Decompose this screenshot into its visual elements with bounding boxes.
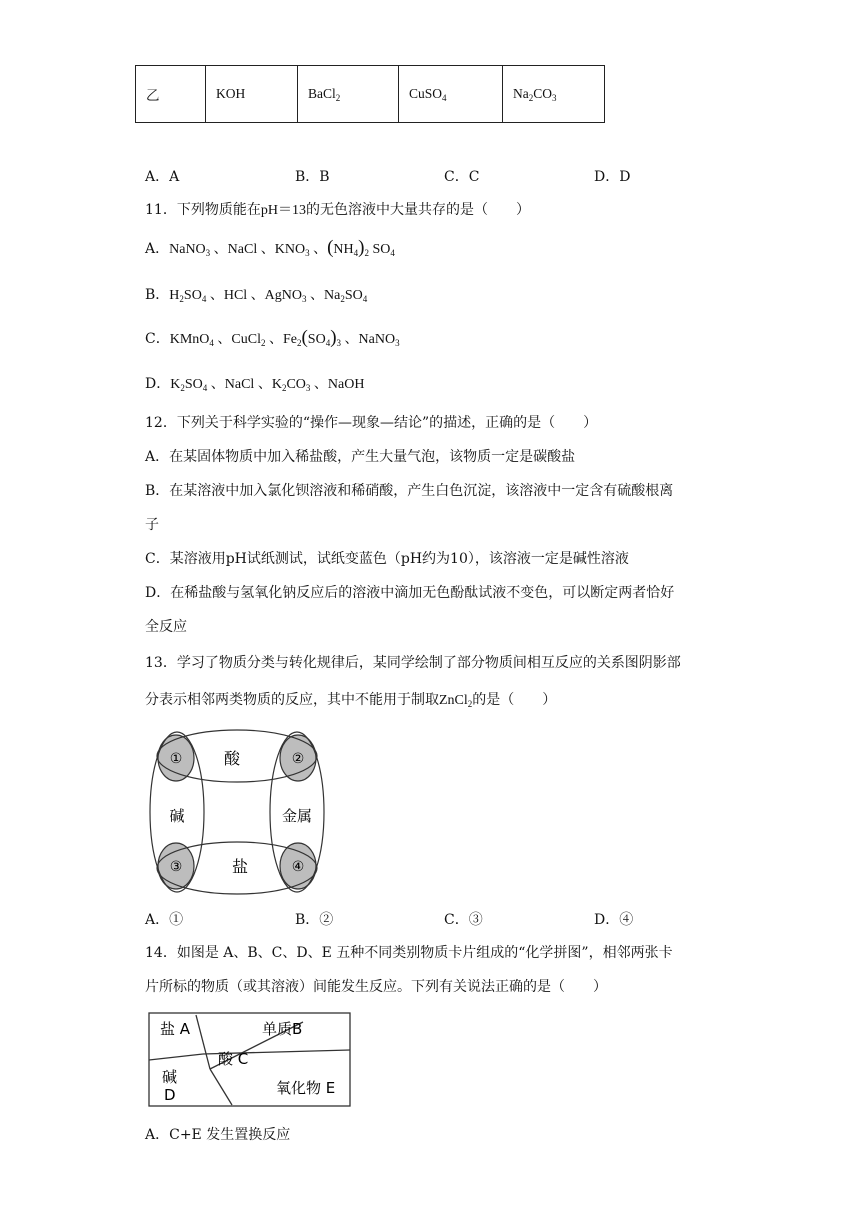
label-acid: 酸	[223, 749, 241, 768]
q13-option-a: A．①	[145, 912, 184, 928]
q12-stem: 12．下列关于科学实验的“操作—现象—结论”的描述，正确的是（ ）	[145, 415, 598, 431]
q12-option-a: A．在某固体物质中加入稀盐酸，产生大量气泡，该物质一定是碳酸盐	[145, 449, 576, 465]
card-oxide-e: 氧化物 E	[276, 1079, 336, 1097]
card-acid-c: 酸 C	[218, 1050, 249, 1068]
card-base-d: 碱	[162, 1068, 178, 1086]
label-metal: 金属	[281, 807, 313, 825]
q13-option-b: B．②	[295, 912, 334, 928]
q12-option-d-cont: 全反应	[145, 619, 187, 635]
table-cell-label: 乙	[136, 66, 206, 123]
q11-option-d: D．$K_2SO_4$ 、NaCl 、$K_2CO_3$ 、NaOH	[145, 376, 365, 393]
num-1: ①	[169, 751, 183, 767]
q14-stem-line2: 片所标的物质（或其溶液）间能发生反应。下列有关说法正确的是（ ）	[145, 979, 607, 995]
card-salt-a: 盐 A	[160, 1020, 191, 1038]
q13-option-d: D．④	[594, 912, 634, 928]
q10-option-a: A．A	[145, 169, 180, 185]
q13-stem-line2: 分表示相邻两类物质的反应，其中不能用于制取ZnCl$_2$的是（ ）	[145, 692, 557, 709]
q11-option-c: C．KMnO$_4$ 、CuCl$_2$ 、$Fe_2(SO_4)_3$ 、NaNO$_3$	[145, 327, 400, 348]
q13-option-c: C．③	[444, 912, 483, 928]
table-cell-cuso4: CuSO$_4$	[399, 66, 503, 123]
num-2: ②	[291, 751, 305, 767]
reaction-relationship-diagram	[148, 728, 332, 898]
q10-option-d: D．D	[594, 169, 631, 185]
card-element-b: 单质B	[262, 1020, 303, 1038]
table-cell-koh: KOH	[206, 66, 298, 123]
q13-stem-line1: 13．学习了物质分类与转化规律后，某同学绘制了部分物质间相互反应的关系图阴影部	[145, 655, 681, 671]
num-3: ③	[169, 859, 183, 875]
q12-option-b: B．在某溶液中加入氯化钡溶液和稀硝酸，产生白色沉淀，该溶液中一定含有硫酸根离	[145, 483, 674, 499]
q10-option-b: B．B	[295, 169, 330, 185]
q12-option-c: C．某溶液用pH试纸测试，试纸变蓝色（pH约为10），该溶液一定是碱性溶液	[145, 551, 629, 567]
q14-stem-line1: 14．如图是 A、B、C、D、E 五种不同类别物质卡片组成的“化学拼图”，相邻两张卡	[145, 945, 673, 961]
num-4: ④	[291, 859, 305, 875]
chemistry-puzzle-diagram	[148, 1012, 352, 1108]
q12-option-d: D．在稀盐酸与氢氧化钠反应后的溶液中滴加无色酚酞试液不变色，可以断定两者恰好	[145, 585, 675, 601]
card-base-d-letter: D	[164, 1086, 176, 1104]
q12-option-b-cont: 子	[145, 517, 159, 533]
q11-stem: 11．下列物质能在pH＝13的无色溶液中大量共存的是（ ）	[145, 202, 530, 218]
q10-option-c: C．C	[444, 169, 480, 185]
label-salt: 盐	[231, 857, 249, 876]
q14-option-a: A．C+E 发生置换反应	[145, 1127, 291, 1143]
table-cell-na2co3: $Na_2CO_3$	[503, 66, 605, 123]
table-cell-bacl2: BaCl$_2$	[298, 66, 399, 123]
reagent-table	[135, 65, 605, 123]
label-base: 碱	[169, 807, 185, 825]
q11-option-a: A．NaNO$_3$ 、NaCl 、$KNO_3$ 、$(NH_4)_2$ $SO_4$	[145, 237, 395, 258]
q11-option-b: B．$H_2SO_4$ 、HCl 、AgNO$_3$ 、$Na_2SO_4$	[145, 287, 368, 304]
table-row	[136, 66, 605, 123]
